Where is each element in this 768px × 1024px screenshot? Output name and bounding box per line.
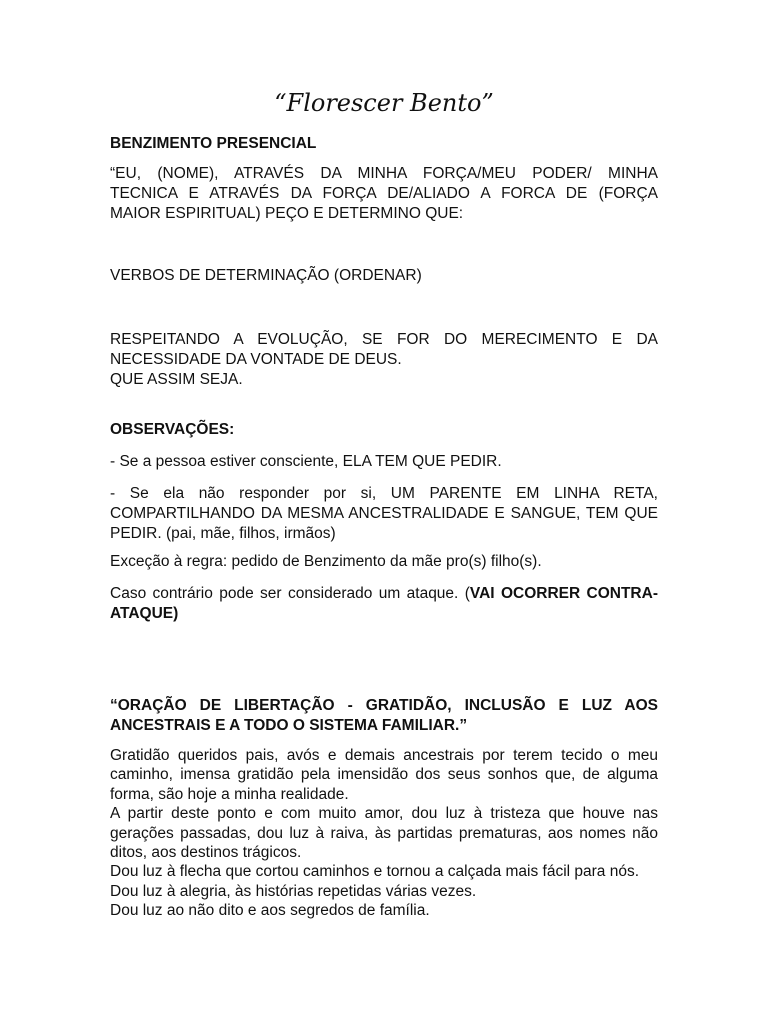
case-line xyxy=(110,584,658,604)
prayer-line: A partir deste ponto e com muito amor, dou luz à tristeza que houve nas xyxy=(110,805,658,823)
observation-2 xyxy=(110,484,658,544)
prayer-body xyxy=(110,746,658,921)
prayer-line: gerações passadas, dou luz à raiva, às partidas prematuras, aos nomes não xyxy=(110,824,658,842)
case-paragraph xyxy=(110,584,658,624)
prayer-heading-line: ANCESTRAIS E A TODO O SISTEMA FAMILIAR.” xyxy=(110,717,468,734)
verbs-line: VERBOS DE DETERMINAÇÃO (ORDENAR) xyxy=(110,267,422,284)
prayer-line: ditos, aos destinos trágicos. xyxy=(110,844,302,862)
intro-line: “EU, (NOME), ATRAVÉS DA MINHA FORÇA/MEU PODER/ MINHA xyxy=(110,165,658,182)
respect-paragraph xyxy=(110,330,658,390)
exception-line: Exceção à regra: pedido de Benzimento da mãe pro(s) filho(s). xyxy=(110,553,542,570)
document-title: “Florescer Bento” xyxy=(274,89,494,117)
respect-line: QUE ASSIM SEJA. xyxy=(110,371,243,388)
case-bold-text: VAI OCORRER CONTRA- xyxy=(469,585,658,602)
prayer-heading-line: “ORAÇÃO DE LIBERTAÇÃO - GRATIDÃO, INCLUSÃO E LUZ AOS xyxy=(110,697,658,714)
prayer-line: Dou luz à flecha que cortou caminhos e tornou a calçada mais fácil para nós. xyxy=(110,863,640,881)
intro-paragraph xyxy=(110,164,658,224)
prayer-line: Gratidão queridos pais, avós e demais ancestrais por terem tecido o meu xyxy=(110,747,658,764)
case-bold-text-end: ATAQUE) xyxy=(110,605,179,622)
intro-line: TECNICA E ATRAVÉS DA FORÇA DE/ALIADO A FORCA DE (FORÇA xyxy=(110,185,658,202)
prayer-heading xyxy=(110,696,658,736)
observation-1: - Se a pessoa estiver consciente, ELA TEM QUE PEDIR. xyxy=(110,453,502,470)
observation-2-line: PEDIR. (pai, mãe, filhos, irmãos) xyxy=(110,525,336,542)
prayer-line: caminho, imensa gratidão pela imensidão dos seus sonhos que, de alguma xyxy=(110,766,658,784)
case-text: Caso contrário pode ser considerado um ataque. ( xyxy=(110,585,470,602)
intro-line: MAIOR ESPIRITUAL) PEÇO E DETERMINO QUE: xyxy=(110,205,464,222)
respect-line: RESPEITANDO A EVOLUÇÃO, SE FOR DO MERECIMENTO E DA xyxy=(110,331,658,348)
observation-2-line: - Se ela não responder por si, UM PARENTE EM LINHA RETA, xyxy=(110,485,658,502)
observations-heading: OBSERVAÇÕES: xyxy=(110,421,235,438)
prayer-line: Dou luz à alegria, às histórias repetidas várias vezes. xyxy=(110,882,477,900)
respect-line: NECESSIDADE DA VONTADE DE DEUS. xyxy=(110,351,402,368)
prayer-line: Dou luz ao não dito e aos segredos de família. xyxy=(110,902,430,920)
observation-2-line: COMPARTILHANDO DA MESMA ANCESTRALIDADE E SANGUE, TEM QUE xyxy=(110,505,658,522)
prayer-line: forma, são hoje a minha realidade. xyxy=(110,785,349,803)
section-heading: BENZIMENTO PRESENCIAL xyxy=(110,135,317,152)
